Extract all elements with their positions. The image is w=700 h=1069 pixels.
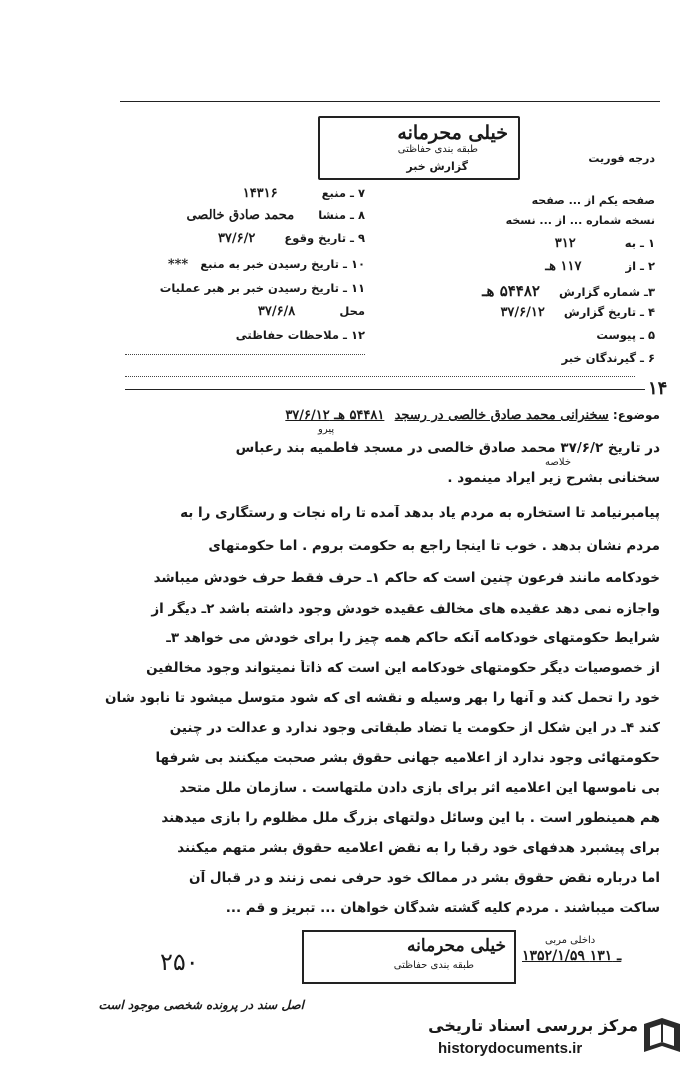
body-line: ساکت میباشند . مردم کلیه گشته شدگان خواهان ... تبریز و قم ... — [225, 900, 660, 916]
copy-info: نسخه شماره ... از ... نسخه — [505, 214, 655, 227]
field-origin-value: محمد صادق خالصی — [186, 208, 295, 223]
classification-stamp — [318, 116, 520, 180]
field-ops-received — [125, 281, 365, 295]
subject-note: پیرو — [318, 424, 335, 435]
subject-line: موضوع: سخنرانی محمد صادق خالصی در رسجد ۵۴۴۸۱ هـ ۳۷/۶/۱۲ — [285, 408, 660, 423]
field-occurrence-date-value: ۳۷/۶/۲ — [217, 231, 256, 246]
field-security-notes-label: ۱۲ ـ ملاحظات حفاظتی — [235, 328, 365, 342]
field-from-value: ۱۱۷ هـ — [545, 259, 582, 274]
field-location — [125, 304, 365, 319]
handwritten-note: اصل سند در پرونده شخصی موجود است — [98, 998, 304, 1012]
field-origin — [125, 208, 365, 223]
watermark-title: مرکز بررسی اسناد تاریخی — [428, 1016, 638, 1035]
field-source-received-value: *** — [167, 257, 189, 272]
field-recipients-label: ۶ ـ گیرندگان خبر — [561, 351, 655, 365]
field-to — [455, 236, 655, 251]
bottom-date: ۱۳۵۲/۱/۵۹ ـ ۱۳۱ — [522, 948, 622, 964]
subject-label: موضوع — [617, 408, 660, 422]
field-source-label: ۷ ـ منبع — [321, 186, 365, 200]
header-divider — [125, 389, 645, 390]
body-line: پیامبرنیامد تا استخاره به مردم یاد بدهد آمده تا راه نجات و رستگاری را به — [180, 505, 660, 521]
field-attachment-label: ۵ ـ پیوست — [596, 328, 655, 342]
field-attachment — [455, 328, 655, 342]
bottom-classification-stamp — [302, 930, 516, 984]
field-source-received — [125, 257, 365, 272]
top-rule — [120, 101, 660, 102]
body-line: اما درباره نقض حقوق بشر در ممالک خود حرفی نمی زنند و در قبال آن — [189, 870, 660, 886]
body-line: حکومتهائی وجود ندارد از اعلامیه جهانی حقوق بشر صحبت میکنند بی شرفها — [155, 750, 660, 766]
summary-label: خلاصه — [545, 457, 572, 468]
field-report-date-value: ۳۷/۶/۱۲ — [500, 305, 545, 320]
field-occurrence-date — [125, 231, 365, 246]
field-ops-received-value: ۳۷/۶/۸ — [257, 304, 296, 319]
field-from-label: ۲ ـ از — [625, 259, 655, 273]
watermark-url: historydocuments.ir — [438, 1040, 583, 1057]
field-to-value: ۳۱۲ — [554, 236, 576, 251]
field-source-value: ۱۴۳۱۶ — [242, 186, 278, 201]
field-location-label: محل — [339, 304, 365, 318]
field-origin-label: ۸ ـ منشا — [318, 208, 365, 222]
field-report-date-label: ۴ ـ تاریخ گزارش — [563, 305, 655, 319]
body-line: سخنانی بشرح زیر ایراد مینمود . — [447, 470, 660, 486]
bottom-date-label: داخلی مربی — [545, 935, 596, 946]
page-info: صفحه یکم از ... صفحه — [531, 194, 655, 207]
security-notes-line — [125, 354, 365, 355]
report-title: گزارش خبر — [406, 160, 468, 173]
classification-level: خیلی محرمانه — [397, 122, 508, 144]
field-to-label: ۱ ـ به — [624, 236, 655, 250]
field-from — [455, 259, 655, 274]
body-line: مردم نشان بدهد . خوب تا اینجا راجع به حکومت بروم . اما حکومتهای — [208, 538, 660, 554]
body-line: شرایط حکومتهای خودکامه آنکه حاکم همه چیز را برای خودش می خواهد ۳ـ — [166, 630, 660, 646]
urgency-label: درجه فوریت — [588, 152, 655, 165]
body-line: خودکامه مانند فرعون چنین است که حاکم ۱ـ حرف فقط حرف خودش میباشد — [153, 570, 660, 586]
field-report-number-label: ۳ـ شماره گزارش — [559, 285, 655, 299]
body-line: کند ۴ـ در این شکل از حکومت یا تضاد طبقاتی وجود ندارد و عدالت در چنین — [169, 720, 660, 736]
classification-subtitle: طبقه بندی حفاظتی — [397, 144, 478, 155]
field-source — [125, 186, 365, 201]
bottom-stamp-subtitle: طبقه بندی حفاظتی — [393, 960, 474, 971]
bottom-stamp-level: خیلی محرمانه — [407, 936, 506, 956]
subject-text: سخنرانی محمد صادق خالصی در رسجد — [394, 408, 609, 423]
margin-number: ۱۴ — [648, 378, 668, 399]
field-report-date — [435, 305, 655, 320]
handwritten-number: ۲۵۰ — [160, 948, 199, 976]
body-line: بی ناموسها این اعلامیه اثر برای بازی دادن ملتهاست . سازمان ملل متحد — [179, 780, 660, 796]
body-line: هم همینطور است . با این وسائل دولتهای بزرگ ملل مظلوم را بازی میدهند — [161, 810, 660, 826]
field-report-number — [435, 282, 655, 300]
subject-ref: ۵۴۴۸۱ هـ ۳۷/۶/۱۲ — [285, 408, 385, 423]
body-line: واجازه نمی دهد عقیده های مخالف عقیده خودش وجود داشته باشد ۲ـ دیگر از — [151, 601, 660, 617]
body-line: در تاریخ ۳۷/۶/۲ محمد صادق خالصی در مسجد فاطمیه بند رعباس — [235, 440, 660, 456]
field-occurrence-date-label: ۹ ـ تاریخ وقوع — [284, 231, 365, 245]
field-ops-received-label: ۱۱ ـ تاریخ رسیدن خبر بر هبر عملیات — [159, 281, 365, 295]
body-line: خود را تحمل کند و آنها را بهر وسیله و نقشه ای که شود متوسل میشود تا نابود شان — [105, 690, 660, 706]
field-recipients — [455, 351, 655, 365]
body-line: برای پیشبرد هدفهای خود رقبا را به نقض اعلامیه حقوق بشر متهم میکنند — [177, 840, 660, 856]
field-security-notes — [125, 328, 365, 342]
body-line: از خصوصیات دیگر حکومتهای خودکامه این است که ذاتاً نمیتواند وجود مخالفین — [146, 660, 660, 676]
archive-logo-icon — [638, 1012, 686, 1060]
recipients-line — [125, 376, 635, 377]
field-report-number-value: ۵۴۴۸۲ هـ — [482, 282, 540, 300]
field-source-received-label: ۱۰ ـ تاریخ رسیدن خبر به منبع — [200, 257, 365, 271]
